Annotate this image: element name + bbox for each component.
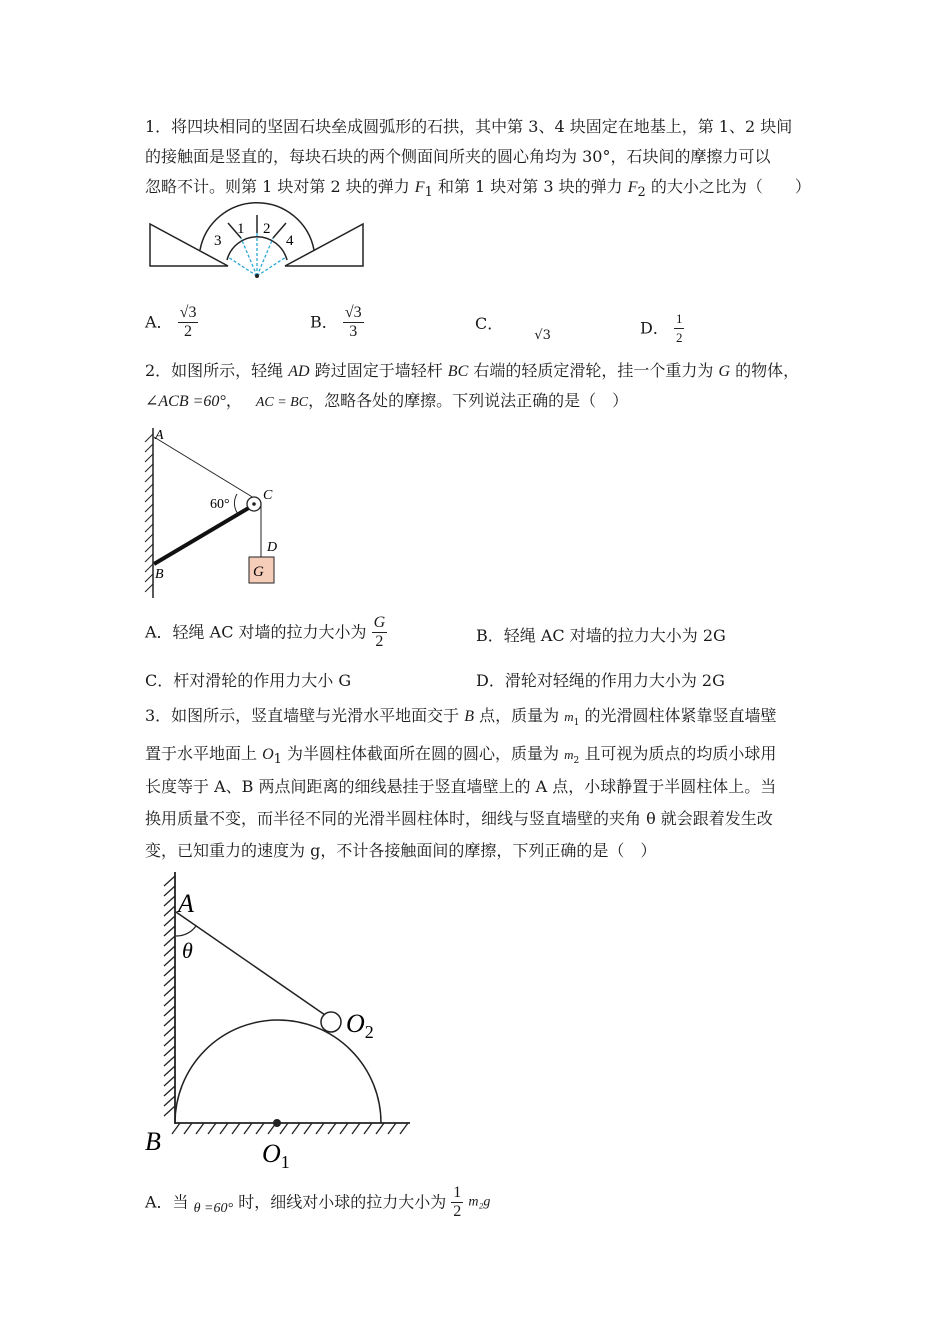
q1-stem-line1: 1．将四块相同的坚固石块垒成圆弧形的石拱，其中第 3、4 块固定在地基上，第 1、2 块间	[145, 117, 793, 136]
q2-option-c[interactable]: C．杆对滑轮的作用力大小 G	[145, 671, 352, 690]
q1-block-3: 3	[214, 233, 222, 249]
q1-F1: F	[414, 179, 425, 196]
q3-text: 3．如图所示，竖直墙壁与光滑水平地面交于	[145, 706, 465, 725]
q3-B: B	[464, 708, 475, 725]
frac-den: 2	[675, 330, 683, 345]
q3-m1-sub: 1	[573, 718, 580, 729]
q2-BC: BC	[447, 363, 469, 380]
q2-figure	[140, 424, 300, 604]
q1-block-2: 2	[263, 221, 271, 237]
q3-stem-line2	[145, 744, 776, 771]
frac-den: 2	[184, 323, 193, 340]
q3-theta-arc	[176, 926, 196, 936]
q3-m1: m	[564, 709, 574, 724]
frac-den: 2	[375, 633, 384, 650]
q2-angle-arc	[234, 494, 238, 514]
q2-rod-bc	[154, 506, 252, 564]
q2-G: G	[718, 363, 730, 380]
frac-den: 3	[349, 323, 358, 340]
q1-option-b[interactable]	[310, 304, 364, 341]
q3-text: 点，质量为	[474, 706, 565, 725]
q3-m2-sub: 2	[573, 756, 580, 767]
q3-label-o2-sub: 2	[364, 1022, 374, 1042]
q2-rope-ac	[154, 437, 254, 498]
q1-F2-sub: 2	[637, 185, 646, 201]
q3-option-a[interactable]	[145, 1184, 490, 1221]
q2-text: 跨过固定于墙轻杆	[309, 361, 448, 380]
q3-label-b: B	[145, 1127, 161, 1156]
q3-label-o1	[262, 1139, 290, 1172]
q2-angle: ∠ACB =60°	[145, 393, 226, 410]
q1-option-c-label: C．	[475, 314, 504, 333]
q1-option-a-label: A．	[145, 312, 173, 332]
q3-stem-line4: 换用质量不变，而半径不同的光滑半圆柱体时，细线与竖直墙壁的夹角 θ 就会跟着发生改	[145, 809, 773, 828]
q2-option-b[interactable]: B．轻绳 AC 对墙的拉力大小为 2G	[476, 626, 726, 645]
q3-stem-line1	[145, 706, 776, 733]
q2-label-b: B	[155, 567, 164, 582]
q3-figure	[140, 870, 420, 1170]
q1-block-1: 1	[237, 221, 245, 237]
q3-center-o1	[273, 1119, 281, 1127]
q1-text: 和第 1 块对第 3 块的弹力	[432, 177, 628, 196]
q3-text: 且可视为质点的均质小球用	[579, 744, 777, 763]
q1-F2: F	[627, 179, 638, 196]
q3-wall-hatch	[164, 876, 175, 1116]
q1-stem-line3	[145, 177, 811, 203]
q1-option-a[interactable]	[145, 304, 198, 341]
q1-option-b-label: B．	[310, 312, 338, 332]
q1-figure	[148, 212, 366, 282]
q3-stem-line3: 长度等于 A、B 两点间距离的细线悬挂于竖直墙壁上的 A 点，小球静置于半圆柱体上。当	[145, 777, 777, 796]
q3-label-a: A	[178, 889, 194, 918]
q1-stem-line2: 的接触面是竖直的，每块石块的两个侧面间所夹的圆心角均为 30°，石块间的摩擦力可以	[145, 147, 771, 166]
q3-option-a-cond: θ =60°	[193, 1200, 234, 1216]
q3-m2: m	[564, 747, 574, 762]
q2-option-a-frac	[372, 614, 388, 651]
q1-divider-24	[273, 223, 286, 238]
q3-label-o2-main: O	[346, 1009, 365, 1038]
q2-text: 2．如图所示，轻绳	[145, 361, 289, 380]
q2-equal: AC = BC	[255, 395, 309, 410]
q2-stem-line2: ∠ACB =60°， AC = BC，忽略各处的摩擦。下列说法正确的是（ ）	[145, 391, 629, 410]
q2-label-c: C	[263, 488, 273, 503]
q1-block-4: 4	[286, 233, 294, 249]
q3-text: 的光滑圆柱体紧靠竖直墙壁	[579, 706, 777, 725]
q1-option-c-value: √3	[534, 328, 551, 343]
q1-option-d-frac	[674, 310, 685, 347]
frac-num: 1	[674, 310, 685, 329]
q3-ground-hatch	[172, 1123, 408, 1134]
q1-F1-sub: 1	[424, 185, 433, 201]
q3-option-a-text1: A．当	[145, 1192, 189, 1212]
frac-num: 1	[453, 1184, 462, 1201]
q1-center-dot	[255, 274, 259, 278]
q3-option-a-frac	[451, 1184, 463, 1221]
q3-O1-sub: 1	[273, 752, 282, 768]
q3-stem-line5: 变，已知重力的速度为 g，不计各接触面间的摩擦，下列正确的是（ ）	[145, 841, 657, 860]
q3-option-a-tail: m₂g	[468, 1194, 491, 1210]
q1-text: 忽略不计。则第 1 块对第 2 块的弹力	[145, 177, 415, 196]
q1-option-b-frac	[343, 304, 364, 341]
q3-text: 置于水平地面上	[145, 744, 263, 763]
q2-stem-line1	[145, 361, 799, 382]
q2-option-d[interactable]: D．滑轮对轻绳的作用力大小为 2G	[476, 671, 725, 690]
q3-label-theta: θ	[182, 938, 193, 963]
q2-text: 右端的轻质定滑轮，挂一个重力为	[468, 361, 719, 380]
q2-wall-hatch	[145, 434, 153, 592]
frac-num: √3	[179, 304, 197, 321]
q1-radii	[228, 233, 286, 276]
q2-label-d: D	[267, 540, 278, 555]
q1-right-base	[285, 224, 363, 266]
q2-text: 的物体，	[730, 361, 800, 380]
q3-text: 为半圆柱体截面所在圆的圆心，质量为	[281, 744, 565, 763]
q2-option-a-text: A．轻绳 AC 对墙的拉力大小为	[145, 622, 367, 642]
q2-option-a[interactable]	[145, 614, 387, 651]
q3-option-a-text2: 时，细线对小球的拉力大小为	[238, 1192, 447, 1212]
q2-label-a: A	[155, 428, 164, 443]
frac-num: √3	[344, 304, 362, 321]
q2-weight-label: G	[253, 564, 264, 580]
q3-string	[176, 912, 325, 1015]
q1-text: 的大小之比为（ ）	[645, 177, 811, 196]
q2-pulley-axle	[252, 502, 256, 506]
q2-text: ，忽略各处的摩擦。下列说法正确的是（ ）	[308, 391, 629, 410]
frac-num: G	[373, 614, 386, 631]
q3-label-o1-main: O	[262, 1139, 281, 1168]
q1-option-c[interactable]	[475, 314, 551, 343]
q1-option-a-frac	[178, 304, 199, 341]
q3-label-o1-sub: 1	[280, 1152, 290, 1172]
q3-ball	[321, 1012, 341, 1032]
q3-O1: O	[262, 746, 274, 763]
q1-option-d-label: D．	[640, 318, 669, 338]
q3-label-o2	[346, 1009, 374, 1042]
q2-AD: AD	[288, 363, 310, 380]
q2-angle-label: 60°	[210, 497, 230, 512]
q1-option-d[interactable]	[640, 310, 684, 347]
frac-den: 2	[453, 1203, 462, 1220]
